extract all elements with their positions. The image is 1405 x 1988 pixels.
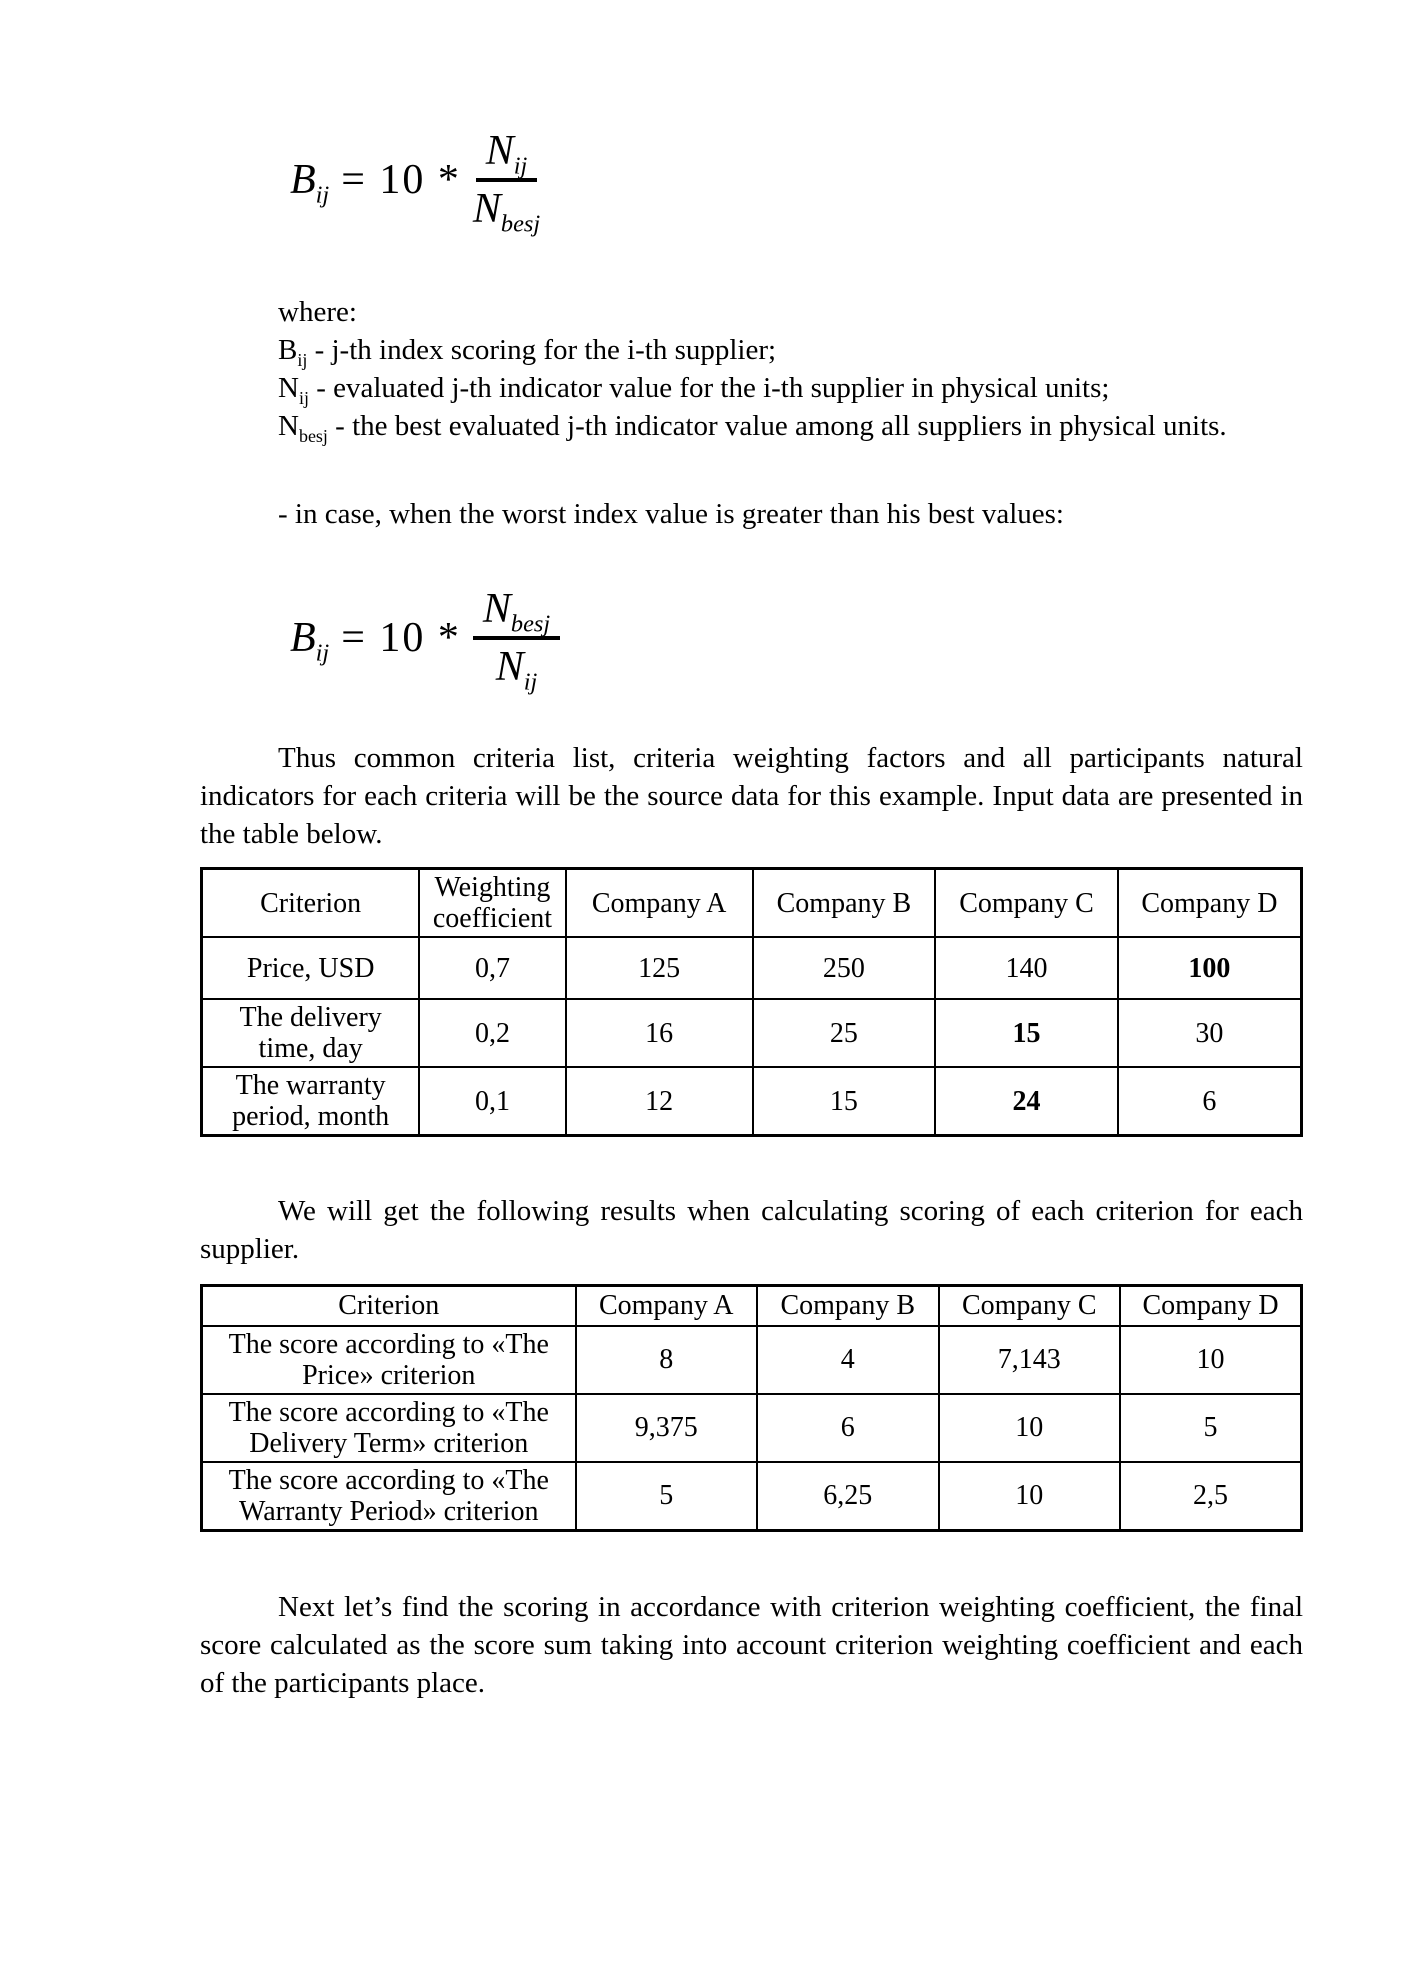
table-cell: 9,375 [576, 1394, 758, 1462]
criterion-cell: The score according to «The Delivery Term» criterion [202, 1394, 576, 1462]
criterion-cell: The score according to «The Warranty Period» criterion [202, 1462, 576, 1531]
table-cell: 4 [757, 1326, 939, 1394]
paragraph-source-data: Thus common criteria list, criteria weighting factors and all participants natural indicators for each criteria will be the source data for this example. Input data are presented in the table below. [200, 742, 1303, 850]
table-cell: 5 [1120, 1394, 1302, 1462]
column-header: Company A [576, 1286, 758, 1326]
column-header: Company B [753, 869, 936, 938]
table-cell-best-value: 100 [1118, 937, 1302, 999]
table-cell: 12 [566, 1067, 753, 1136]
formula-fraction [473, 585, 560, 696]
formula-lhs: $B_{ij}$ [290, 157, 330, 209]
where-label: where: [278, 296, 357, 328]
column-header: Company C [939, 1286, 1121, 1326]
column-header: Company D [1118, 869, 1302, 938]
table-row [202, 1326, 1302, 1394]
table-row [202, 1067, 1302, 1136]
criterion-cell: The delivery time, day [202, 999, 420, 1067]
table-cell: 15 [753, 1067, 936, 1136]
table-row [202, 999, 1302, 1067]
criterion-cell: The score according to «The Price» criterion [202, 1326, 576, 1394]
table-cell: 125 [566, 937, 753, 999]
case-note: - in case, when the worst index value is greater than his best values: [278, 498, 1064, 530]
fraction-numerator: $N_{besj}$ [473, 585, 560, 640]
formula-operator: = 10 * [341, 157, 461, 203]
column-header: Criterion [202, 869, 420, 938]
table-cell: 25 [753, 999, 936, 1067]
formula-bij-best [290, 95, 1303, 265]
table-cell: 8 [576, 1326, 758, 1394]
paragraph-next-steps: Next let’s find the scoring in accordance with criterion weighting coefficient, the final score calculated as the score sum taking into account criterion weighting coefficient and each of the participants place. [200, 1590, 1303, 1699]
table-row [202, 1462, 1302, 1531]
table-cell: 250 [753, 937, 936, 999]
input-data-table [200, 867, 1303, 1137]
scores-table [200, 1284, 1303, 1532]
table-cell: 7,143 [939, 1326, 1121, 1394]
table-cell: 16 [566, 999, 753, 1067]
table-cell: 0,1 [419, 1067, 565, 1136]
fraction-denominator: $N_{besj}$ [472, 186, 541, 238]
column-header: Company D [1120, 1286, 1302, 1326]
table-cell: 6,25 [757, 1462, 939, 1531]
table-cell: 0,2 [419, 999, 565, 1067]
formula-bij-worst [290, 553, 1303, 723]
criterion-cell: Price, USD [202, 937, 420, 999]
criterion-cell: The warranty period, month [202, 1067, 420, 1136]
table-cell: 140 [935, 937, 1118, 999]
definition-nij: $N_{ij}$ - evaluated j-th indicator value for the i-th supplier in physical units; [278, 372, 1110, 408]
table-cell: 2,5 [1120, 1462, 1302, 1531]
table-row [202, 937, 1302, 999]
table-cell: 10 [939, 1394, 1121, 1462]
table-cell-best-value: 24 [935, 1067, 1118, 1136]
table-cell: 6 [1118, 1067, 1302, 1136]
paragraph-results: We will get the following results when calculating scoring of each criterion for each supplier. [200, 1195, 1303, 1265]
definition-nbesj: $N_{besj}$ - the best evaluated j-th indicator value among all suppliers in physical units. [278, 410, 1227, 446]
fraction-denominator: $N_{ij}$ [495, 644, 538, 696]
table-header-row [202, 869, 1302, 938]
formula-operator: = 10 * [341, 615, 461, 661]
formula-fraction [472, 127, 541, 238]
definition-bij: $B_{ij} - j-th$ index scoring for the i-th supplier; [278, 334, 777, 370]
table-cell: 30 [1118, 999, 1302, 1067]
table-cell: 10 [939, 1462, 1121, 1531]
column-header: Criterion [202, 1286, 576, 1326]
column-header: Company B [757, 1286, 939, 1326]
table-cell: 6 [757, 1394, 939, 1462]
column-header: Weighting coefficient [419, 869, 565, 938]
table-cell-best-value: 15 [935, 999, 1118, 1067]
where-block [200, 293, 1303, 445]
table-cell: 5 [576, 1462, 758, 1531]
table-row [202, 1394, 1302, 1462]
formula-lhs: $B_{ij}$ [290, 615, 330, 667]
column-header: Company A [566, 869, 753, 938]
table-header-row [202, 1286, 1302, 1326]
column-header: Company C [935, 869, 1118, 938]
fraction-numerator: $N_{ij}$ [476, 127, 538, 182]
table-cell: 0,7 [419, 937, 565, 999]
table-cell: 10 [1120, 1326, 1302, 1394]
